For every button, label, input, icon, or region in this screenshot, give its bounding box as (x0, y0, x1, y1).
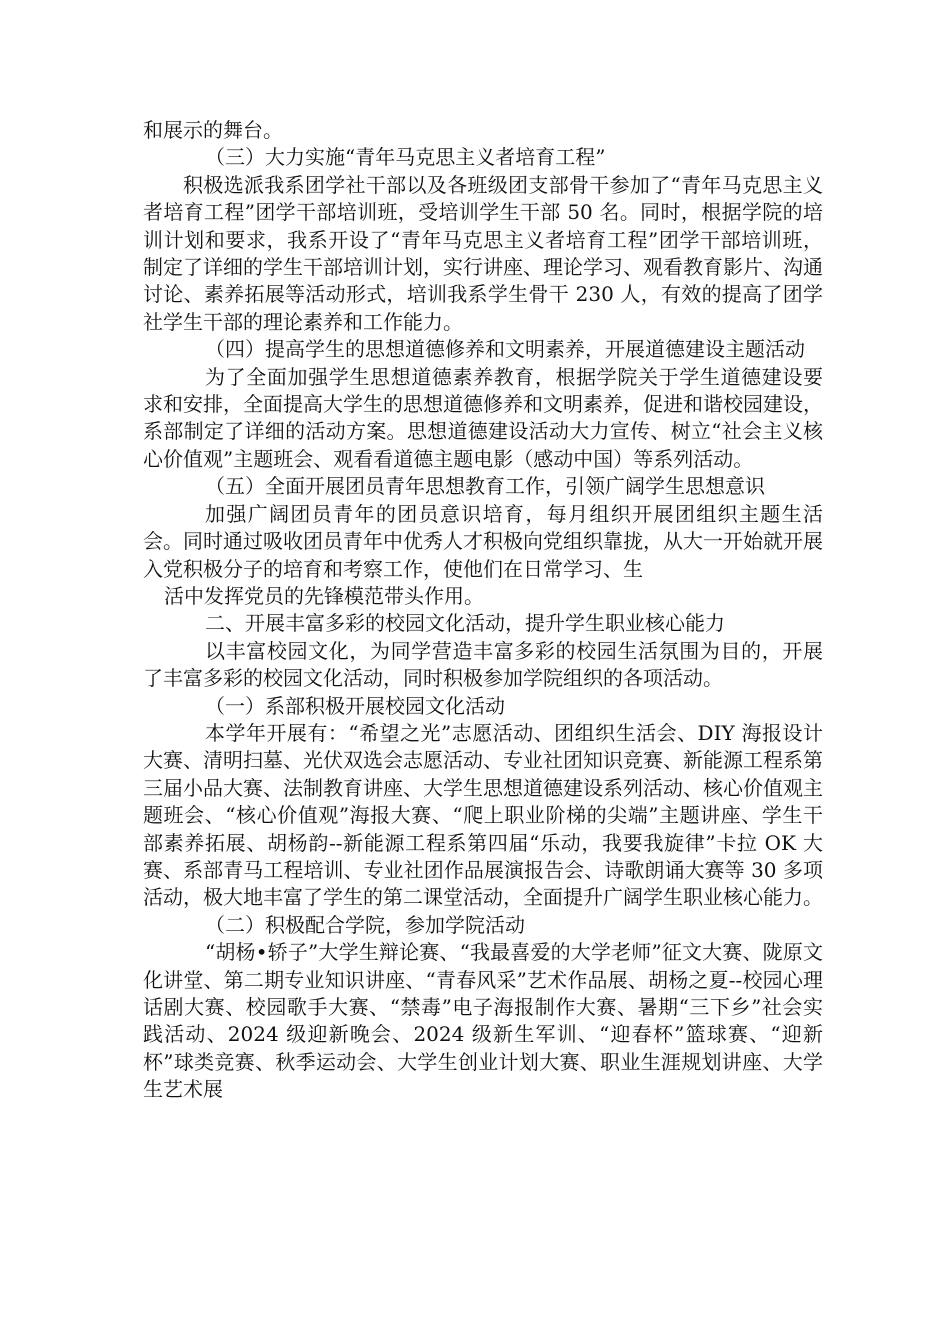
paragraph-continuation: 和展示的舞台。 (143, 118, 283, 142)
subsection-heading-2: （二）积极配合学院，参加学院活动 (205, 912, 525, 937)
paragraph-moral-education: 为了全面加强学生思想道德素养教育，根据学院关于学生道德建设要求和安排，全面提高大学生的思想道德修养和文明素养，促进和谐校园建设，系部制定了详细的活动方案。思想道德建设活动大力宣传、树立“社会主义核心价值观”主题班会、观看看道德主题电影（感动中国）等系列活动。 (143, 364, 823, 471)
paragraph-league-member-education-cont: 活中发挥党员的先锋模范带头作用。 (164, 583, 484, 608)
paragraph-campus-culture-intro: 以丰富校园文化，为同学营造丰富多彩的校园生活氛围为目的，开展了丰富多彩的校园文化活动，同时积极参加学院组织的各项活动。 (143, 638, 823, 691)
document-body (143, 117, 823, 1104)
subsection-heading-1: （一）系部积极开展校园文化活动 (205, 693, 505, 718)
paragraph-department-activities: 本学年开展有：“希望之光”志愿活动、团组织生活会、DIY 海报设计大赛、清明扫墓、光伏双选会志愿活动、专业社团知识竞赛、新能源工程系第三届小品大赛、法制教育讲座、大学生思想道德建设系列活动、核心价值观主题班会、“核心价值观”海报大赛、“爬上职业阶梯的尖端”主题讲座、学生干部素养拓展、胡杨韵--新能源工程系第四届“乐动，我要我旋律”卡拉 OK 大赛、系部青马工程培训、专业社团作品展演报告会、诗歌朗诵大赛等 30 多项活动，极大地丰富了学生的第二课堂活动，全面提升广阔学生职业核心能力。 (143, 720, 823, 910)
section-heading-2: 二、开展丰富多彩的校园文化活动，提升学生职业核心能力 (205, 611, 725, 636)
paragraph-youth-marxist-training: 积极选派我系团学社干部以及各班级团支部骨干参加了“青年马克思主义者培育工程”团学干部培训班，受培训学生干部 50 名。同时，根据学院的培训计划和要求，我系开设了“青年马克思主义者培育工程”团学干部培训班，制定了详细的学生干部培训计划，实行讲座、理论学习、观看教育影片、沟通讨论、素养拓展等活动形式，培训我系学生骨干 230 人，有效的提高了团学社学生干部的理论素养和工作能力。 (143, 172, 823, 334)
section-heading-3: （三）大力实施“青年马克思主义者培育工程” (205, 145, 606, 170)
section-heading-5: （五）全面开展团员青年思想教育工作，引领广阔学生思想意识 (205, 474, 765, 499)
paragraph-college-activities: “胡杨•轿子”大学生辩论赛、“我最喜爱的大学老师”征文大赛、陇原文化讲堂、第二期专业知识讲座、“青春风采”艺术作品展、胡杨之夏--校园心理话剧大赛、校园歌手大赛、“禁毒”电子海报制作大赛、暑期“三下乡”社会实践活动、2024 级迎新晚会、2024 级新生军训、“迎春杯”篮球赛、“迎新杯”球类竞赛、秋季运动会、大学生创业计划大赛、职业生涯规划讲座、大学生艺术展 (143, 940, 823, 1102)
section-heading-4: （四）提高学生的思想道德修养和文明素养，开展道德建设主题活动 (205, 337, 805, 362)
paragraph-league-member-education: 加强广阔团员青年的团员意识培育，每月组织开展团组织主题生活会。同时通过吸收团员青年中优秀人才积极向党组织靠拢，从大一开始就开展入党积极分子的培育和考察工作，使他们在日常学习、生 (143, 501, 823, 581)
